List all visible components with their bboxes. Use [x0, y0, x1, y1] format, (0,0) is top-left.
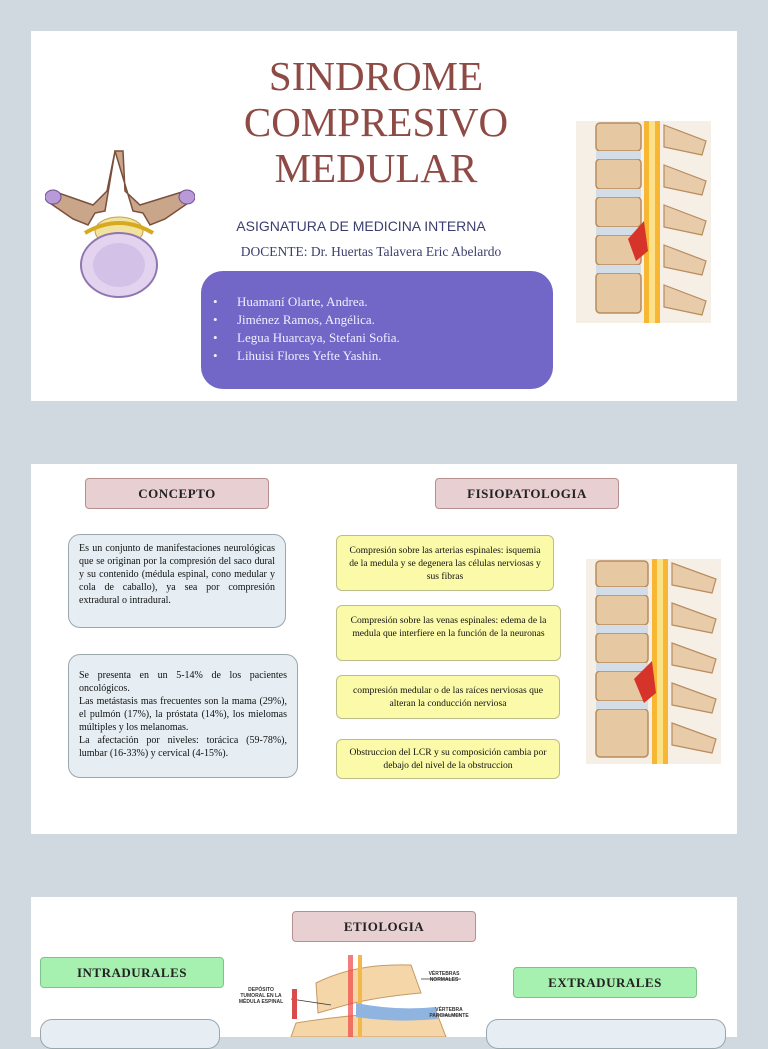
member-item: • Legua Huarcaya, Stefani Sofia. [237, 329, 553, 347]
fisio-item-text: compresión medular o de las raíces nerviosas que alteran la conducción nerviosa [353, 685, 543, 709]
member-item: • Huamaní Olarte, Andrea. [237, 293, 553, 311]
diagram-label: VÉRTEBRAS NORMALES [428, 971, 460, 983]
vertebra-illustration [45, 143, 195, 301]
page-title [211, 53, 541, 191]
epidemiology-line: La afectación por niveles: torácica (59-78%), lumbar (16-33%) y cervical (4-15%). [79, 735, 287, 759]
concepto-text-box [68, 534, 286, 628]
concepto-text: Es un conjunto de manifestaciones neurológicas que se originan por la compresión del saco dural y su contenido (médula espinal, cono medular y cola de caballo), ya sea por compresión extradural o intradural. [79, 543, 275, 606]
epidemiology-box [68, 654, 298, 778]
diagram-label: VÉRTEBRA PARCIALMENTE [429, 1007, 469, 1019]
fisio-item [336, 675, 560, 719]
concepto-header: CONCEPTO [85, 478, 269, 509]
member-item: • Jiménez Ramos, Angélica. [237, 311, 553, 329]
fisio-item-text: Compresión sobre las arterias espinales: isquemia de la medula y se degenera las células nerviosas y sus fibras [349, 545, 541, 582]
fisio-item [336, 535, 554, 591]
concept-slide [31, 464, 737, 834]
diagram-label: DEPÓSITO TUMORAL EN LA MÉDULA ESPINAL [238, 987, 284, 1005]
extradurales-label: EXTRADURALES [513, 967, 697, 998]
members-panel [201, 271, 553, 389]
epidemiology-line: Las metástasis mas frecuentes son la mama (29%), el pulmón (17%), la próstata (14%), los mielomas múltiples y los melanomas. [79, 696, 287, 733]
member-item: • Lihuisi Flores Yefte Yashin. [237, 347, 553, 365]
title-slide [31, 31, 737, 401]
title-line-2: COMPRESIVO [243, 99, 509, 145]
etiology-slide [31, 897, 737, 1037]
teacher-name: DOCENTE: Dr. Huertas Talavera Eric Abelardo [240, 244, 502, 259]
etiologia-header: ETIOLOGIA [292, 911, 476, 942]
fisiopatologia-header: FISIOPATOLOGIA [435, 478, 619, 509]
intradurales-label: INTRADURALES [40, 957, 224, 988]
fisio-item-text: Compresión sobre las venas espinales: edema de la medula que interfiere en la función de la neuronas [350, 615, 547, 639]
fisio-item [336, 605, 561, 661]
spine-compression-illustration [586, 559, 721, 764]
fisio-item [336, 739, 560, 779]
epidemiology-line: Se presenta en un 5-14% de los pacientes oncológicos. [79, 670, 287, 694]
title-line-3: MEDULAR [274, 145, 478, 191]
course-name: ASIGNATURA DE MEDICINA INTERNA [236, 218, 486, 234]
title-line-1: SINDROME [268, 53, 484, 99]
fisio-item-text: Obstruccion del LCR y su composición cambia por debajo del nivel de la obstruccion [349, 747, 547, 771]
spine-compression-illustration [576, 121, 711, 323]
